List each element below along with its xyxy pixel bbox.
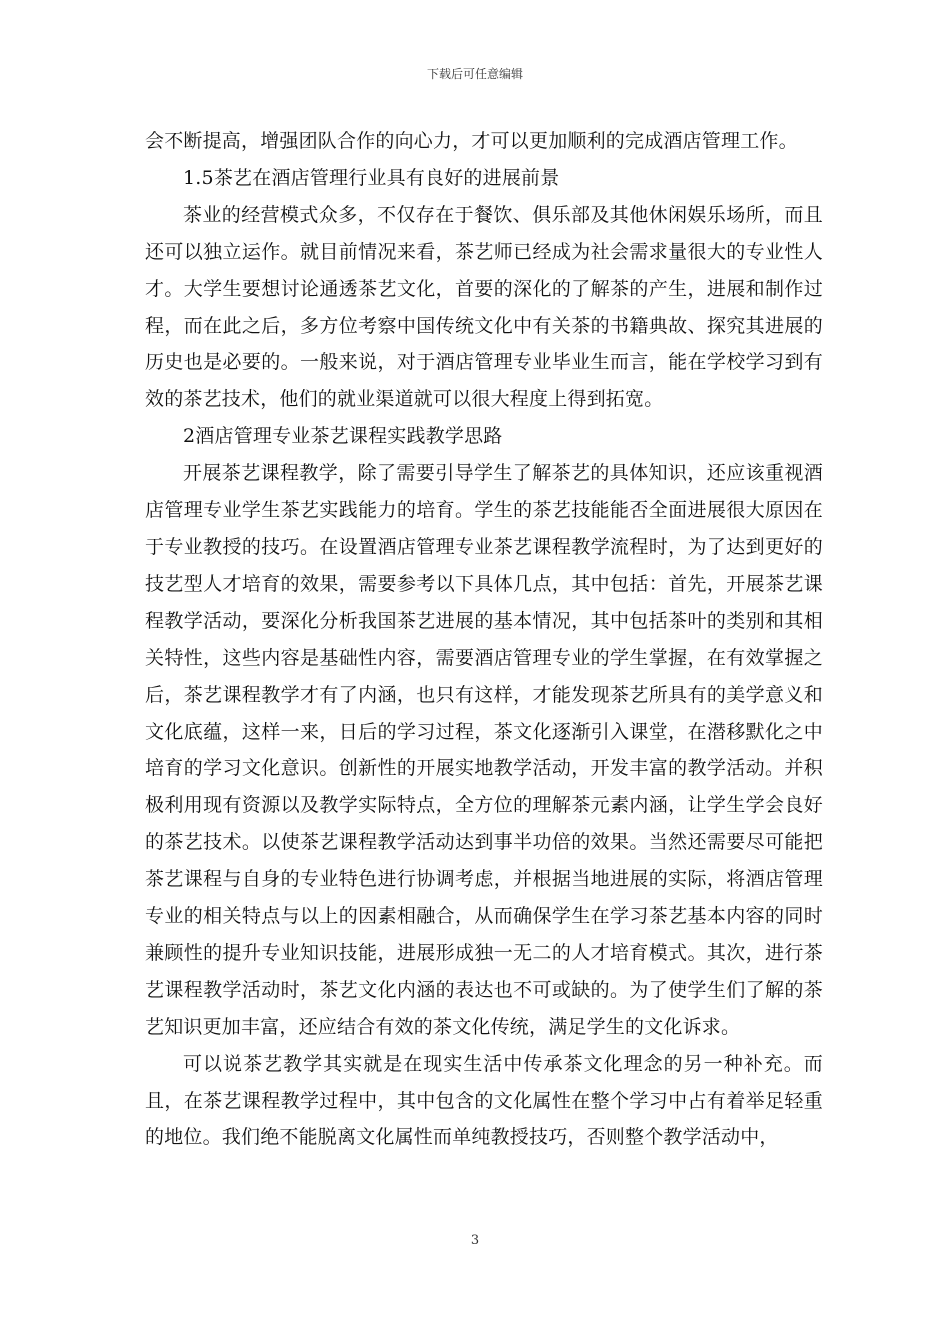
document-body [145,123,823,1156]
page-header: 下载后可任意编辑 [426,67,523,81]
paragraph-continuation: 会不断提高，增强团队合作的向心力，才可以更加顺利的完成酒店管理工作。 [145,130,798,152]
section-heading-1-5: 1.5茶艺在酒店管理行业具有良好的进展前景 [183,166,560,189]
paragraph-teaching-approach: 开展茶艺课程教学，除了需要引导学生了解茶艺的具体知识，还应该重视酒店管理专业学生茶艺实践能力的培育。学生的茶艺技能能否全面进展很大原因在于专业教授的技巧。在设置酒店管理专业茶艺课程教学流程时，为了达到更好的技艺型人才培育的效果，需要参考以下具体几点，其中包括：首先，开展茶艺课程教学活动，要深化分析我国茶艺进展的基本情况，其中包括茶叶的类别和其相关特性，这些内容是基础性内容，需要酒店管理专业的学生掌握，在有效掌握之后，茶艺课程教学才有了内涵，也只有这样，才能发现茶艺所具有的美学意义和文化底蕴，这样一来，日后的学习过程，茶文化逐渐引入课堂，在潜移默化之中培育的学习文化意识。创新性的开展实地教学活动，开发丰富的教学活动。并积极利用现有资源以及教学实际特点，全方位的理解茶元素内涵，让学生学会良好的茶艺技术。以使茶艺课程教学活动达到事半功倍的效果。当然还需要尽可能把茶艺课程与自身的专业特色进行协调考虑，并根据当地进展的实际，将酒店管理专业的相关特点与以上的因素相融合，从而确保学生在学习茶艺基本内容的同时兼顾性的提升专业知识技能，进展形成独一无二的人才培育模式。其次，进行茶艺课程教学活动时，茶艺文化内涵的表达也不可或缺的。为了使学生们了解的茶艺知识更加丰富，还应结合有效的茶文化传统，满足学生的文化诉求。 [145,462,823,1038]
section-heading-2: 2酒店管理专业茶艺课程实践教学思路 [183,425,503,448]
page-number: 3 [470,1233,480,1248]
paragraph-tea-industry: 茶业的经营模式众多，不仅存在于餐饮、俱乐部及其他休闲娱乐场所，而且还可以独立运作。就目前情况来看，茶艺师已经成为社会需求量很大的专业性人才。大学生要想讨论通透茶艺文化，首要的深化的了解茶的产生，进展和制作过程，而在此之后，多方位考察中国传统文化中有关茶的书籍典故、探究其进展的历史也是必要的。一般来说，对于酒店管理专业毕业生而言，能在学校学习到有效的茶艺技术，他们的就业渠道就可以很大程度上得到拓宽。 [145,203,823,411]
paragraph-cultural-attribute: 可以说茶艺教学其实就是在现实生活中传承茶文化理念的另一种补充。而且，在茶艺课程教学过程中，其中包含的文化属性在整个学习中占有着举足轻重的地位。我们绝不能脱离文化属性而单纯教授技巧，否则整个教学活动中， [145,1052,823,1149]
